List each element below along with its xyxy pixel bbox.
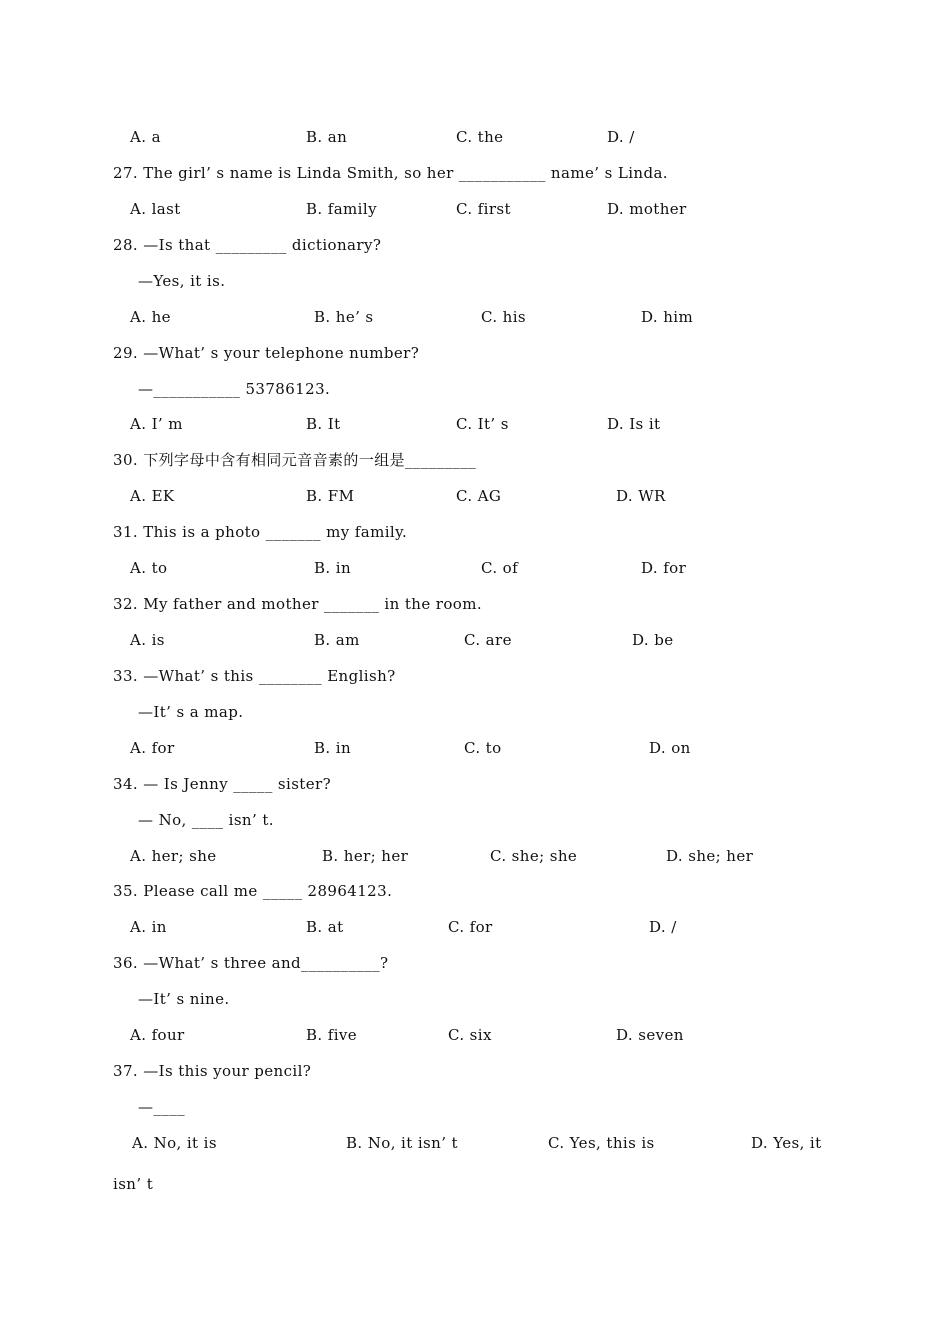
- option-d: D. Yes, it: [751, 1134, 822, 1152]
- option-c: C. the: [456, 128, 504, 146]
- option-d: D. be: [632, 631, 674, 649]
- option-d-continuation: isn’ t: [113, 1175, 154, 1193]
- option-a: A. for: [130, 739, 175, 757]
- option-b: B. am: [314, 631, 360, 649]
- option-d: D. for: [641, 559, 687, 577]
- answer-line-29: —___________ 53786123.: [138, 380, 331, 398]
- option-d: D. WR: [616, 487, 666, 505]
- option-b: B. in: [314, 559, 352, 577]
- question-33: 33. —What’ s this ________ English?: [113, 667, 396, 685]
- question-34: 34. — Is Jenny _____ sister?: [113, 775, 332, 793]
- option-c: C. she; she: [490, 847, 578, 865]
- option-b: B. family: [306, 200, 377, 218]
- option-a: A. her; she: [130, 847, 217, 865]
- option-c: C. six: [448, 1026, 492, 1044]
- answer-line-37: —____: [138, 1098, 185, 1116]
- answer-line-36: —It’ s nine.: [138, 990, 230, 1008]
- question-31: 31. This is a photo _______ my family.: [113, 523, 408, 541]
- option-a: A. he: [130, 308, 171, 326]
- option-a: A. is: [130, 631, 165, 649]
- option-c: C. Yes, this is: [548, 1134, 655, 1152]
- question-27: 27. The girl’ s name is Linda Smith, so her ___________ name’ s Linda.: [113, 164, 668, 182]
- option-d: D. mother: [607, 200, 687, 218]
- option-a: A. a: [130, 128, 161, 146]
- option-b: B. FM: [306, 487, 355, 505]
- option-b: B. her; her: [322, 847, 409, 865]
- question-36: 36. —What’ s three and__________?: [113, 954, 389, 972]
- option-c: C. are: [464, 631, 512, 649]
- option-b: B. in: [314, 739, 352, 757]
- answer-line-28: —Yes, it is.: [138, 272, 226, 290]
- option-a: A. EK: [130, 487, 175, 505]
- option-b: B. he’ s: [314, 308, 374, 326]
- option-b: B. an: [306, 128, 348, 146]
- option-a: A. in: [130, 918, 167, 936]
- option-b: B. No, it isn’ t: [346, 1134, 458, 1152]
- option-b: B. at: [306, 918, 344, 936]
- option-d: D. him: [641, 308, 694, 326]
- option-c: C. It’ s: [456, 415, 509, 433]
- question-35: 35. Please call me _____ 28964123.: [113, 882, 393, 900]
- option-d: D. /: [607, 128, 635, 146]
- question-30: 30. 下列字母中含有相同元音音素的一组是_________: [113, 451, 477, 469]
- option-c: C. of: [481, 559, 519, 577]
- question-32: 32. My father and mother _______ in the room.: [113, 595, 483, 613]
- question-28: 28. —Is that _________ dictionary?: [113, 236, 382, 254]
- option-a: A. last: [130, 200, 181, 218]
- option-d: D. Is it: [607, 415, 661, 433]
- option-a: A. No, it is: [132, 1134, 217, 1152]
- option-d: D. /: [649, 918, 677, 936]
- option-c: C. for: [448, 918, 493, 936]
- option-c: C. to: [464, 739, 502, 757]
- option-c: C. his: [481, 308, 527, 326]
- option-a: A. four: [130, 1026, 185, 1044]
- option-b: B. It: [306, 415, 341, 433]
- answer-line-34: — No, ____ isn’ t.: [138, 811, 274, 829]
- option-b: B. five: [306, 1026, 358, 1044]
- question-37: 37. —Is this your pencil?: [113, 1062, 312, 1080]
- option-a: A. I’ m: [130, 415, 183, 433]
- option-d: D. she; her: [666, 847, 754, 865]
- question-29: 29. —What’ s your telephone number?: [113, 344, 420, 362]
- option-a: A. to: [130, 559, 168, 577]
- option-d: D. seven: [616, 1026, 684, 1044]
- option-c: C. AG: [456, 487, 502, 505]
- answer-line-33: —It’ s a map.: [138, 703, 244, 721]
- option-c: C. first: [456, 200, 511, 218]
- option-d: D. on: [649, 739, 691, 757]
